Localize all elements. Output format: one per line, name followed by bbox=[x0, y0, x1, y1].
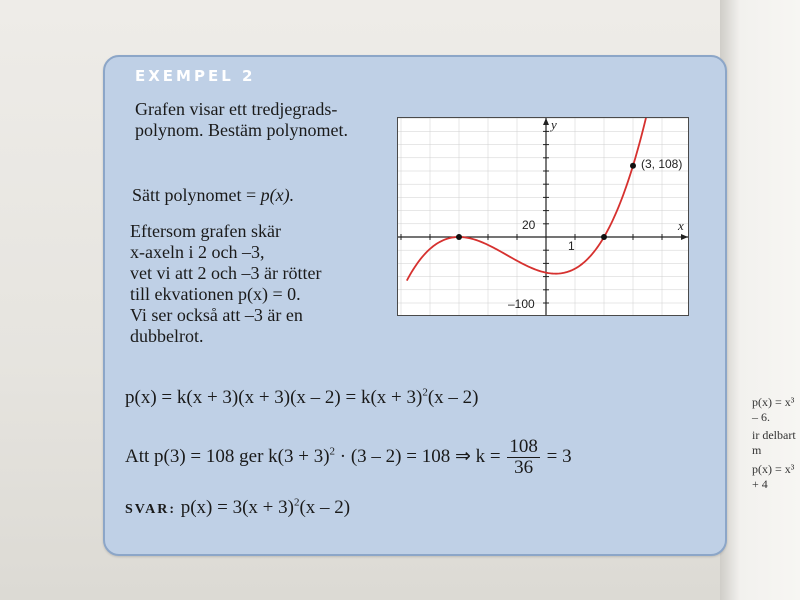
set-poly-prefix: Sätt polynomet = bbox=[132, 185, 261, 205]
equation-part: Att p(3) = 108 ger k(3 + 3) bbox=[125, 445, 330, 467]
fraction bbox=[507, 437, 540, 478]
reasoning-line: Eftersom grafen skär bbox=[130, 221, 281, 241]
reasoning-line: x-axeln i 2 och –3, bbox=[130, 242, 265, 262]
equation-solve-k bbox=[125, 437, 572, 478]
graph-grid bbox=[398, 118, 688, 315]
example-title: EXEMPEL 2 bbox=[135, 67, 256, 85]
equation-exponent: 2 bbox=[422, 386, 428, 399]
y-axis-arrow bbox=[543, 118, 549, 125]
answer-part: (x – 2) bbox=[299, 497, 351, 518]
equation-part: p(x) = k(x + 3)(x + 3)(x – 2) = k(x + 3) bbox=[125, 387, 423, 408]
example-box bbox=[103, 55, 727, 556]
equation-part: · (3 – 2) = 108 ⇒ k = bbox=[335, 445, 506, 467]
intro-text bbox=[135, 99, 385, 141]
answer-label: SVAR: bbox=[125, 502, 176, 517]
answer-exponent: 2 bbox=[293, 496, 300, 509]
answer-line bbox=[125, 497, 350, 520]
adjacent-page bbox=[720, 0, 800, 600]
y-tick-label-neg100: –100 bbox=[508, 297, 535, 311]
set-poly-expr: p(x). bbox=[260, 185, 295, 205]
reasoning-line: Vi ser också att –3 är en bbox=[130, 305, 303, 325]
reasoning-text bbox=[130, 221, 380, 347]
equation-factorized bbox=[125, 387, 479, 408]
x-axis-label: x bbox=[678, 218, 684, 233]
reasoning-line: vet vi att 2 och –3 är rötter bbox=[130, 263, 322, 283]
adjacent-page-text-2: ir delbart m bbox=[752, 428, 796, 457]
x-axis-arrow bbox=[681, 234, 688, 240]
y-tick-label-20: 20 bbox=[522, 218, 536, 232]
intro-line-2: polynom. Bestäm polynomet. bbox=[135, 120, 348, 140]
y-axis-label: y bbox=[551, 118, 557, 132]
polynomial-curve bbox=[407, 118, 651, 281]
marked-point bbox=[601, 234, 607, 240]
intro-line-1: Grafen visar ett tredjegrads- bbox=[135, 99, 338, 119]
adjacent-page-text-1: p(x) = x³ – 6. bbox=[752, 395, 795, 424]
fraction-denominator: 36 bbox=[514, 457, 534, 478]
reasoning-line: dubbelrot. bbox=[130, 326, 204, 346]
point-label-3-108: (3, 108) bbox=[641, 157, 683, 171]
reasoning-line: till ekvationen p(x) = 0. bbox=[130, 284, 301, 304]
graph-svg bbox=[398, 118, 688, 315]
x-tick-label-1: 1 bbox=[568, 239, 575, 253]
equation-result: = 3 bbox=[541, 445, 572, 467]
set-polynomial-text bbox=[132, 185, 392, 206]
fraction-numerator: 108 bbox=[509, 436, 538, 457]
marked-point bbox=[456, 234, 462, 240]
polynomial-graph bbox=[397, 117, 689, 316]
equation-exponent: 2 bbox=[329, 445, 336, 458]
marked-point bbox=[630, 163, 636, 169]
equation-part: (x – 2) bbox=[427, 387, 479, 408]
adjacent-page-text-3: p(x) = x³ + 4 bbox=[752, 462, 795, 491]
answer-part: p(x) = 3(x + 3) bbox=[175, 497, 294, 518]
